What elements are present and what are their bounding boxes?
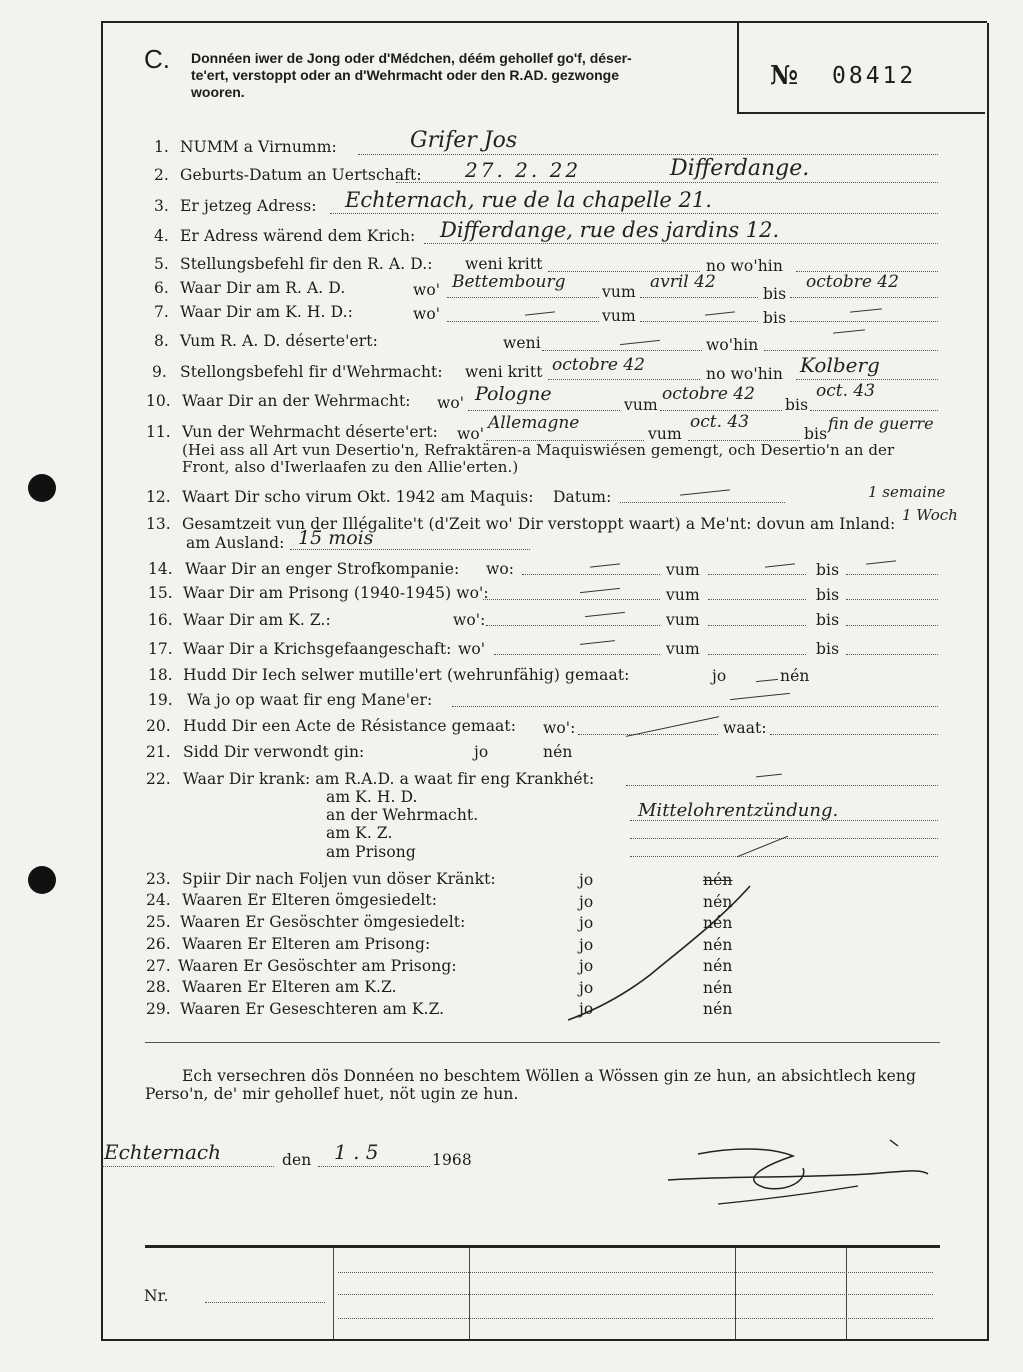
pow-bis: bis [816, 640, 840, 658]
family-number: 26. [146, 935, 171, 953]
illness-prisong-dots [630, 856, 938, 857]
bottom-row-2 [338, 1294, 933, 1295]
family-nen: nén [703, 957, 733, 975]
resistance-label: Hudd Dir een Acte de Résistance gemaat: [183, 717, 517, 735]
resistance-place-dots [578, 734, 718, 735]
bottom-border [101, 1339, 987, 1341]
penal-company-label: Waar Dir an enger Strofkompanie: [185, 560, 460, 578]
family-question: Waaren Er Elteren am Prisong: [182, 935, 431, 953]
current-address-dots [330, 213, 938, 214]
kz-to-dots [846, 625, 938, 626]
illegality-inland-value: 1 Woch [902, 506, 958, 524]
wm-desert-label: Vun der Wehrmacht déserte'ert: [182, 423, 438, 441]
illness-wm-label: an der Wehrmacht. [326, 806, 479, 824]
wm-from-value: octobre 42 [662, 384, 755, 404]
prison-to-dots [846, 599, 938, 600]
wm-from-dots [660, 410, 782, 411]
wm-label: Waar Dir an der Wehrmacht: [182, 392, 411, 410]
rad-desert-where-dots [764, 350, 938, 351]
bottom-row-3 [338, 1318, 933, 1319]
header-title-line-1: Donnéen iwer de Jong oder d'Médchen, déém gehollef go'f, déser- [191, 50, 632, 66]
wm-desert-vum: vum [648, 425, 682, 443]
form-number: 08412 [832, 63, 917, 89]
penal-company-wo: wo: [486, 560, 515, 578]
rad-from-value: avril 42 [650, 272, 716, 292]
manner-label: Wa jo op waat fir eng Mane'er: [187, 691, 433, 709]
family-number: 25. [146, 913, 171, 931]
resistance-what-dots [770, 734, 938, 735]
illegality-label: Gesamtzeit vun der Illégalite't (d'Zeit wo' Dir verstoppt waart) a Me'nt: dovun am Inland: [182, 515, 896, 533]
item-number: 20. [146, 717, 171, 735]
war-address-label: Er Adress wärend dem Krich: [180, 227, 416, 245]
rad-order-wohin: no wo'hin [706, 257, 783, 275]
header-title-line-2: te'ert, verstoppt oder an d'Wehrmacht oder den R.AD. gezwonge [191, 67, 620, 83]
rad-desert-label: Vum R. A. D. déserte'ert: [180, 332, 378, 350]
wm-order-when-dots [548, 379, 700, 380]
illness-khd-label: am K. H. D. [326, 788, 418, 806]
pow-to-dots [846, 654, 938, 655]
family-jo: jo [579, 936, 594, 954]
bottom-table-top [145, 1245, 940, 1248]
illness-wm-value: Mittelohrentzündung. [638, 800, 839, 821]
den-label: den [282, 1151, 312, 1169]
item-number: 13. [146, 515, 171, 533]
rad-to-value: octobre 42 [806, 272, 899, 292]
signing-year: 1968 [432, 1151, 472, 1169]
wm-to-value: oct. 43 [816, 381, 876, 401]
item-number: 8. [154, 332, 169, 350]
birth-dots [396, 182, 938, 183]
item-number: 3. [154, 197, 169, 215]
khd-wo: wo' [413, 305, 441, 323]
maquis-datum: Datum: [553, 488, 612, 506]
manner-dots [452, 706, 938, 707]
family-jo: jo [579, 1000, 594, 1018]
wm-order-when-value: octobre 42 [552, 355, 645, 375]
wounded-nen: nén [543, 743, 573, 761]
rad-place-dots [447, 297, 599, 298]
wm-desert-note-line-2: Front, also d'Iwerlaafen zu den Allie'erten.) [182, 458, 519, 476]
family-jo: jo [579, 957, 594, 975]
bottom-col-1 [333, 1248, 334, 1339]
family-nen: nén [703, 1000, 733, 1018]
family-question: Waaren Er Geseschteren am K.Z. [180, 1000, 445, 1018]
rad-desert-when-dots [542, 350, 702, 351]
item-number: 4. [154, 227, 169, 245]
signature [658, 1128, 948, 1218]
self-mutilation-nen: nén [780, 667, 810, 685]
top-border [101, 21, 987, 23]
wm-vum: vum [624, 396, 658, 414]
item-number: 12. [146, 488, 171, 506]
wm-order-weni: weni kritt [465, 363, 543, 381]
binder-hole-top [28, 474, 56, 502]
item-number: 6. [154, 279, 169, 297]
wm-place-value: Pologne [475, 383, 552, 405]
khd-from-dots [640, 321, 758, 322]
khd-vum: vum [602, 307, 636, 325]
prison-bis: bis [816, 586, 840, 604]
name-dots [358, 154, 938, 155]
illness-rad-dots [626, 785, 938, 786]
rad-vum: vum [602, 283, 636, 301]
declaration-divider [145, 1042, 940, 1043]
rad-bis: bis [763, 285, 787, 303]
item-number: 17. [148, 640, 173, 658]
penal-company-from-dots [708, 574, 806, 575]
name-label: NUMM a Virnumm: [180, 138, 337, 156]
wm-desert-from-value: oct. 43 [690, 412, 750, 432]
item-number: 5. [154, 255, 169, 273]
resistance-waat: waat: [723, 719, 767, 737]
signing-place: Echternach [104, 1140, 222, 1164]
pow-place-dots [494, 654, 660, 655]
wounded-jo: jo [474, 743, 489, 761]
kz-wo: wo': [453, 611, 486, 629]
family-jo: jo [579, 914, 594, 932]
kz-place-dots [486, 625, 660, 626]
header-divider [737, 23, 739, 114]
current-address-label: Er jetzeg Adress: [180, 197, 317, 215]
wm-desert-note-line-1: (Hei ass all Art vun Desertio'n, Refraktären-a Maquiswiésen gemengt, och Desertio'n an der [182, 441, 895, 459]
illness-prisong-label: am Prisong [326, 843, 416, 861]
item-number: 9. [152, 363, 167, 381]
rad-desert-weni: weni [503, 334, 541, 352]
penal-company-bis: bis [816, 561, 840, 579]
maquis-label: Waart Dir scho virum Okt. 1942 am Maquis: [182, 488, 534, 506]
nr-label: Nr. [144, 1287, 169, 1305]
abroad-dots [290, 549, 530, 550]
family-no-stroke [560, 880, 760, 1025]
self-mutilation-jo: jo [712, 667, 727, 685]
item-number: 21. [146, 743, 171, 761]
signing-date: 1 . 5 [334, 1140, 379, 1164]
prison-place-dots [483, 599, 660, 600]
wm-desert-bis: bis [804, 425, 828, 443]
self-mutilation-label: Hudd Dir Iech selwer mutille'ert (wehrunfähig) gemaat: [183, 666, 630, 684]
rad-place-value: Bettembourg [452, 272, 566, 292]
maquis-value: 1 semaine [868, 483, 946, 501]
item-number: 2. [154, 166, 169, 184]
wm-place-dots [468, 410, 620, 411]
penal-company-vum: vum [666, 561, 700, 579]
khd-place-dots [447, 321, 599, 322]
rad-wo: wo' [413, 281, 441, 299]
family-question: Waaren Er Gesöschter ömgesiedelt: [180, 913, 466, 931]
prison-vum: vum [666, 586, 700, 604]
pow-vum: vum [666, 640, 700, 658]
wm-wo: wo' [437, 394, 465, 412]
binder-hole-bottom [28, 866, 56, 894]
item-number: 16. [148, 611, 173, 629]
family-nen: nén [703, 871, 733, 889]
item-number: 14. [148, 560, 173, 578]
item-number: 7. [154, 303, 169, 321]
name-value: Grifer Jos [410, 128, 518, 153]
family-question: Waaren Er Gesöschter am Prisong: [178, 957, 457, 975]
birth-place-value: Differdange. [670, 156, 810, 181]
wm-order-where-dots [796, 379, 938, 380]
penal-company-place-dots [522, 574, 660, 575]
birth-date-value: 27. 2. 22 [465, 158, 582, 182]
rad-to-dots [790, 297, 938, 298]
wm-desert-place-value: Allemagne [488, 413, 580, 433]
nr-dots [205, 1302, 325, 1303]
kz-vum: vum [666, 611, 700, 629]
pow-label: Waar Dir a Krichsgefaangeschaft: [183, 640, 452, 658]
declaration-line-1: Ech versechren dös Donnéen no beschtem Wöllen a Wössen gin ze hun, an absichtlech keng [182, 1067, 916, 1085]
wm-desert-wo: wo' [457, 425, 485, 443]
family-jo: jo [579, 871, 594, 889]
number-sign: № [770, 61, 799, 91]
header-title-line-3: wooren. [191, 84, 245, 100]
family-nen: nén [703, 893, 733, 911]
rad-from-dots [640, 297, 758, 298]
war-address-value: Differdange, rue des jardins 12. [440, 218, 780, 242]
khd-bis: bis [763, 309, 787, 327]
rad-desert-wohin: wo'hin [706, 336, 759, 354]
family-question: Spiir Dir nach Foljen vun döser Kränkt: [182, 870, 496, 888]
abroad-label: am Ausland: [186, 534, 285, 552]
wm-order-label: Stellongsbefehl fir d'Wehrmacht: [180, 363, 443, 381]
kz-label: Waar Dir am K. Z.: [183, 611, 331, 629]
declaration-line-2: Perso'n, de' mir gehollef huet, nöt ugin ze hun. [145, 1085, 519, 1103]
rad-order-label: Stellungsbefehl fir den R. A. D.: [180, 255, 433, 273]
family-number: 29. [146, 1000, 171, 1018]
rad-label: Waar Dir am R. A. D. [180, 279, 346, 297]
maquis-dots [620, 502, 785, 503]
family-number: 27. [146, 957, 171, 975]
rad-order-weni: weni kritt [465, 255, 543, 273]
wm-bis: bis [785, 396, 809, 414]
illness-kz-label: am K. Z. [326, 824, 393, 842]
family-jo: jo [579, 979, 594, 997]
signing-place-dots [102, 1166, 274, 1167]
wm-order-wohin: no wo'hin [706, 365, 783, 383]
penal-company-to-dots [846, 574, 938, 575]
family-number: 28. [146, 978, 171, 996]
item-number: 11. [146, 423, 171, 441]
family-number: 24. [146, 891, 171, 909]
wounded-label: Sidd Dir verwondt gin: [183, 743, 365, 761]
item-number: 15. [148, 584, 173, 602]
family-nen: nén [703, 979, 733, 997]
header-bottom-line [737, 112, 985, 114]
war-address-dots [424, 243, 938, 244]
abroad-value: 15 mois [298, 527, 374, 549]
illness-label: Waar Dir krank: am R.A.D. a waat fir eng Krankhét: [183, 770, 595, 788]
kz-from-dots [708, 625, 806, 626]
section-letter: C. [144, 44, 170, 74]
item-number: 1. [154, 138, 169, 156]
khd-to-dots [790, 321, 938, 322]
wm-order-where-value: Kolberg [800, 353, 880, 377]
family-question: Waaren Er Elteren am K.Z. [182, 978, 397, 996]
prison-label: Waar Dir am Prisong (1940-1945) wo': [183, 584, 489, 602]
signing-date-dots [318, 1166, 430, 1167]
wm-to-dots [810, 410, 938, 411]
khd-label: Waar Dir am K. H. D.: [180, 303, 353, 321]
kz-bis: bis [816, 611, 840, 629]
resistance-wo: wo': [543, 719, 576, 737]
pow-from-dots [708, 654, 806, 655]
family-jo: jo [579, 893, 594, 911]
family-question: Waaren Er Elteren ömgesiedelt: [182, 891, 438, 909]
item-number: 10. [146, 392, 171, 410]
item-number: 22. [146, 770, 171, 788]
prison-from-dots [708, 599, 806, 600]
family-nen: nén [703, 914, 733, 932]
current-address-value: Echternach, rue de la chapelle 21. [345, 188, 712, 212]
bottom-row-1 [338, 1272, 933, 1273]
pow-wo: wo' [458, 640, 486, 658]
family-number: 23. [146, 870, 171, 888]
item-number: 18. [148, 666, 173, 684]
item-number: 19. [148, 691, 173, 709]
birth-label: Geburts-Datum an Uertschaft: [180, 166, 422, 184]
wm-desert-to-value: fin de guerre [828, 414, 934, 433]
family-nen: nén [703, 936, 733, 954]
